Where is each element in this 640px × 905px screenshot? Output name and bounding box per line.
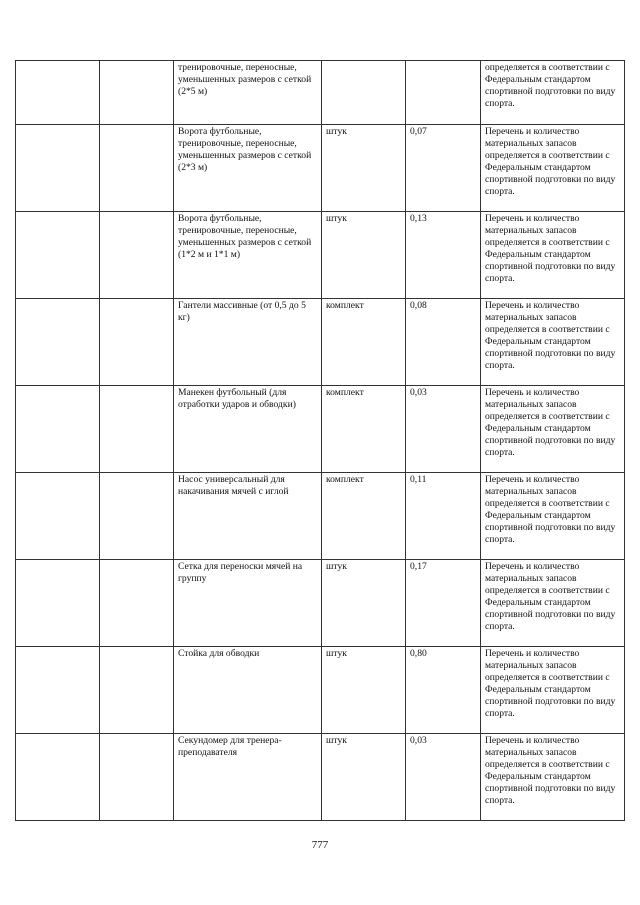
table-cell-blank [16,125,100,212]
item-name-cell: Стойка для обводки [174,647,322,734]
note-cell: Перечень и количество материальных запасов определяется в соответствии с Федеральным стандартом спортивной подготовки по виду спорта. [481,560,625,647]
table-row [16,212,625,299]
unit-cell: штук [322,647,406,734]
item-name-cell: Насос универсальный для накачивания мячей с иглой [174,473,322,560]
table-cell-blank [16,299,100,386]
quantity-cell: 0,13 [406,212,481,299]
item-name-cell: Манекен футбольный (для отработки ударов и обводки) [174,386,322,473]
note-cell: Перечень и количество материальных запасов определяется в соответствии с Федеральным стандартом спортивной подготовки по виду спорта. [481,212,625,299]
table-cell-blank [100,647,174,734]
table-row [16,299,625,386]
equipment-table [15,60,625,821]
table-row [16,473,625,560]
note-cell: Перечень и количество материальных запасов определяется в соответствии с Федеральным стандартом спортивной подготовки по виду спорта. [481,473,625,560]
note-cell: определяется в соответствии с Федеральным стандартом спортивной подготовки по виду спорта. [481,61,625,125]
note-cell: Перечень и количество материальных запасов определяется в соответствии с Федеральным стандартом спортивной подготовки по виду спорта. [481,299,625,386]
quantity-cell: 0,03 [406,734,481,821]
table-cell-blank [16,734,100,821]
table-cell-blank [100,386,174,473]
table-cell-blank [16,647,100,734]
table-cell-blank [16,386,100,473]
table-row [16,647,625,734]
table-cell-blank [16,560,100,647]
item-name-cell: тренировочные, переносные, уменьшенных размеров с сеткой (2*5 м) [174,61,322,125]
item-name-cell: Секундомер для тренера-преподавателя [174,734,322,821]
table-row [16,61,625,125]
item-name-cell: Сетка для переноски мячей на группу [174,560,322,647]
unit-cell [322,61,406,125]
note-cell: Перечень и количество материальных запасов определяется в соответствии с Федеральным стандартом спортивной подготовки по виду спорта. [481,734,625,821]
note-cell: Перечень и количество материальных запасов определяется в соответствии с Федеральным стандартом спортивной подготовки по виду спорта. [481,386,625,473]
table-cell-blank [16,212,100,299]
unit-cell: комплект [322,299,406,386]
table-cell-blank [100,734,174,821]
unit-cell: комплект [322,386,406,473]
table-cell-blank [16,473,100,560]
quantity-cell [406,61,481,125]
unit-cell: штук [322,212,406,299]
table-cell-blank [100,473,174,560]
item-name-cell: Ворота футбольные, тренировочные, переносные, уменьшенных размеров с сеткой (1*2 м и 1*1 м) [174,212,322,299]
unit-cell: штук [322,734,406,821]
quantity-cell: 0,08 [406,299,481,386]
table-cell-blank [100,212,174,299]
note-cell: Перечень и количество материальных запасов определяется в соответствии с Федеральным стандартом спортивной подготовки по виду спорта. [481,125,625,212]
table-row [16,125,625,212]
table-cell-blank [100,299,174,386]
quantity-cell: 0,80 [406,647,481,734]
unit-cell: комплект [322,473,406,560]
note-cell: Перечень и количество материальных запасов определяется в соответствии с Федеральным стандартом спортивной подготовки по виду спорта. [481,647,625,734]
item-name-cell: Ворота футбольные, тренировочные, переносные, уменьшенных размеров с сеткой (2*3 м) [174,125,322,212]
quantity-cell: 0,11 [406,473,481,560]
quantity-cell: 0,03 [406,386,481,473]
table-row [16,560,625,647]
table-cell-blank [16,61,100,125]
unit-cell: штук [322,560,406,647]
table-cell-blank [100,560,174,647]
table-row [16,734,625,821]
item-name-cell: Гантели массивные (от 0,5 до 5 кг) [174,299,322,386]
quantity-cell: 0,17 [406,560,481,647]
table-cell-blank [100,125,174,212]
page-number: 777 [311,839,329,851]
unit-cell: штук [322,125,406,212]
quantity-cell: 0,07 [406,125,481,212]
table-row [16,386,625,473]
table-cell-blank [100,61,174,125]
